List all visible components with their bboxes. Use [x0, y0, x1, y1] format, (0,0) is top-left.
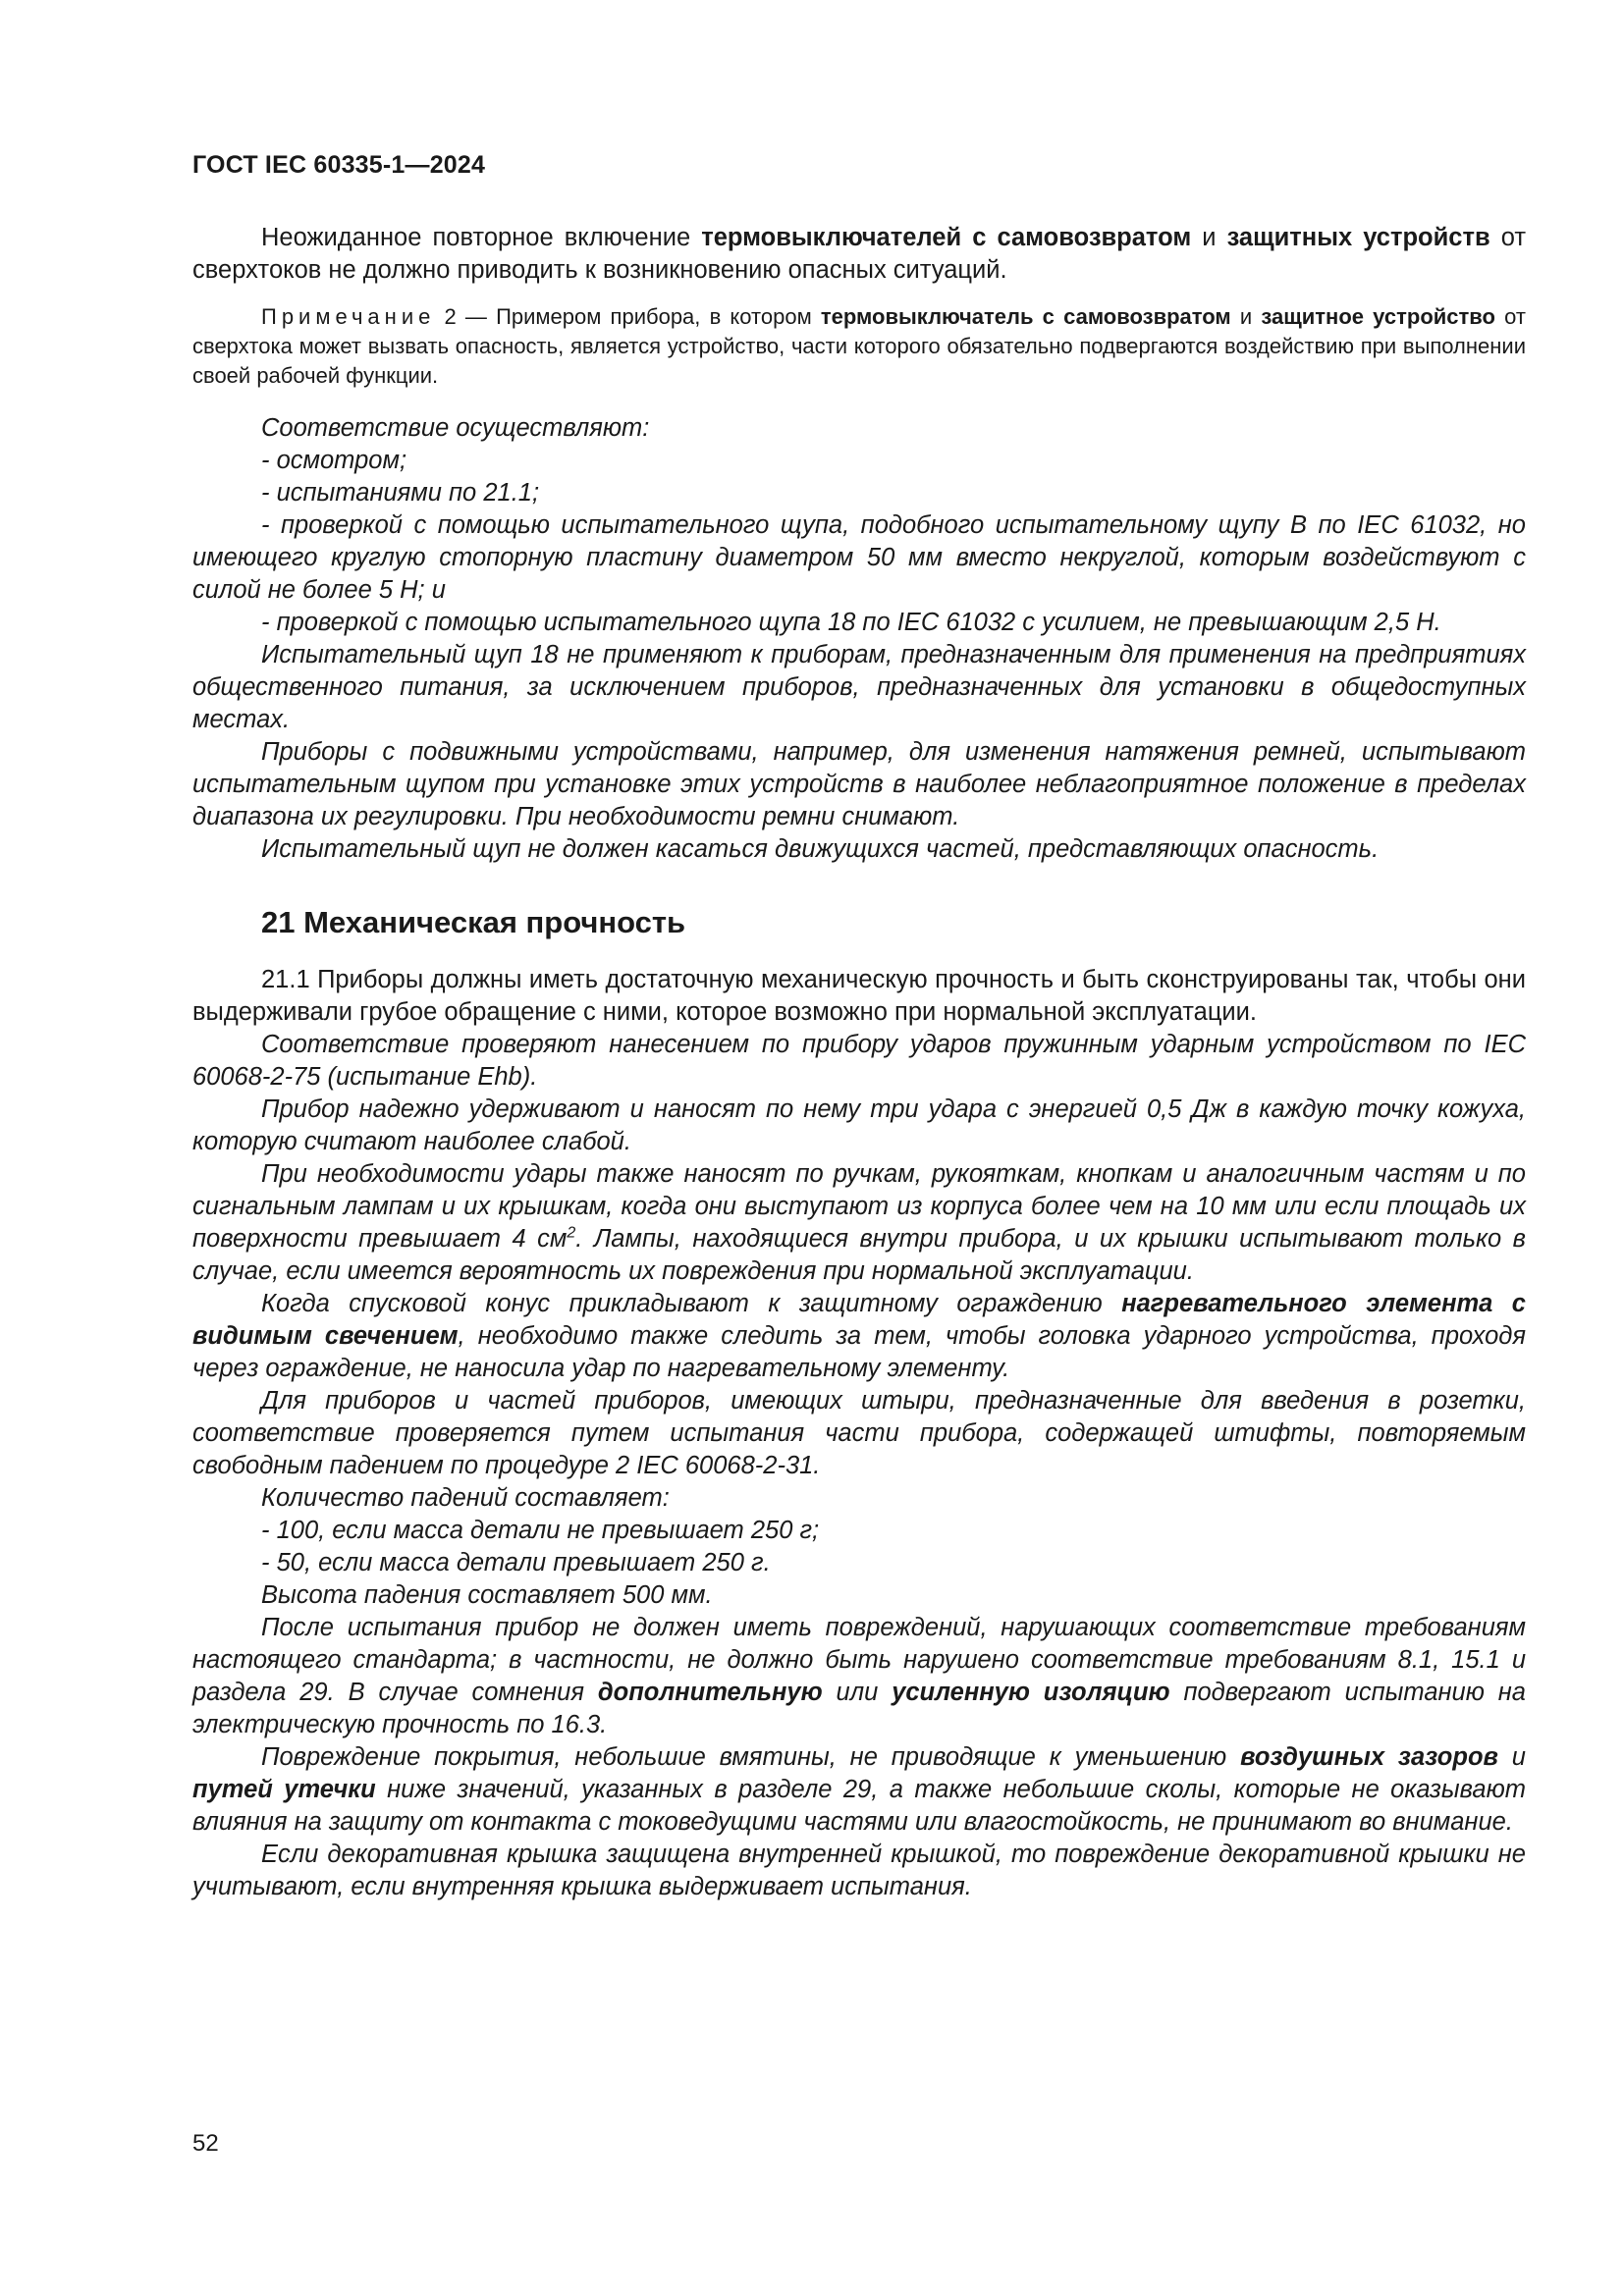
- term-bold: усиленную изоляцию: [892, 1679, 1170, 1706]
- text-run: и: [1497, 1743, 1526, 1771]
- paragraph-reset-switches: [192, 222, 1526, 287]
- note-label: Примечание: [261, 304, 436, 329]
- text-run: Когда спусковой конус прикладывают к защитному ограждению: [261, 1290, 1122, 1317]
- text-run: от сверхтоков не должно приводить к возникновению опасных ситуаций.: [192, 224, 1527, 284]
- compliance-paragraph: [192, 1612, 1526, 1741]
- text-run: . Лампы, находящиеся внутри прибора, и их крышки испытывают только в случае, если имеется вероятность их повреждения при нормальной эксплуатации.: [192, 1225, 1526, 1285]
- text-run: 2 — Примером прибора, в котором: [435, 304, 821, 329]
- document-body: [192, 222, 1526, 1903]
- compliance-paragraph: Если декоративная крышка защищена внутренней крышкой, то повреждение декоративной крышки не учитывают, если внутренняя крышка выдерживает испытания.: [192, 1841, 1526, 1900]
- compliance-paragraph: [192, 1158, 1526, 1288]
- compliance-paragraph: Испытательный щуп 18 не применяют к приборам, предназначенным для применения на предприятиях общественного питания, за исключением приборов, предназначенных для установки в общедоступных местах.: [192, 641, 1526, 733]
- text-run: При необходимости удары также наносят по ручкам, рукояткам, кнопкам и аналогичным частям и по сигнальным лампам и их крышкам, когда они выступают из корпуса более чем на 10 мм или если площадь их поверхности превышает 4 см: [192, 1160, 1526, 1253]
- term-bold: нагревательного элемента с видимым свечением: [192, 1290, 1526, 1350]
- compliance-paragraph: Испытательный щуп не должен касаться движущихся частей, представляющих опасность.: [261, 835, 1380, 863]
- compliance-item: - осмотром;: [261, 447, 407, 474]
- note-2: [192, 302, 1526, 391]
- superscript: 2: [567, 1224, 576, 1242]
- text-run: , необходимо также следить за тем, чтобы головка ударного устройства, проходя через ограждение, не наносила удар по нагревательному элементу.: [192, 1322, 1526, 1382]
- compliance-paragraph: Количество падений составляет:: [261, 1484, 670, 1512]
- text-run: и: [1230, 304, 1262, 329]
- compliance-paragraph: Для приборов и частей приборов, имеющих штыри, предназначенные для введения в розетки, соответствие проверяется путем испытания части прибора, содержащей штифты, повторяемым свободным падением по процедуре 2 IEC 60068-2-31.: [192, 1387, 1526, 1479]
- clause-21-1: 21.1 Приборы должны иметь достаточную механическую прочность и быть сконструированы так, чтобы они выдерживали грубое обращение с ними, которое возможно при нормальной эксплуатации.: [192, 966, 1526, 1026]
- compliance-item: - испытаниями по 21.1;: [261, 479, 540, 507]
- compliance-paragraph: Соответствие проверяют нанесением по прибору ударов пружинным ударным устройством по IEC 60068-2-75 (испытание Ehb).: [192, 1031, 1526, 1091]
- section-title: 21 Механическая прочность: [261, 905, 686, 939]
- text-run: и: [1191, 224, 1227, 251]
- document-header: ГОСТ IEC 60335-1—2024: [192, 151, 486, 179]
- text-run: Повреждение покрытия, небольшие вмятины, не приводящие к уменьшению: [261, 1743, 1241, 1771]
- term-bold: воздушных зазоров: [1240, 1743, 1498, 1771]
- compliance-item: - 100, если масса детали не превышает 250 г;: [261, 1517, 820, 1544]
- compliance-item: - проверкой с помощью испытательного щупа 18 по IEC 61032 с усилием, не превышающим 2,5 Н.: [261, 609, 1441, 636]
- compliance-intro: Соответствие осуществляют:: [261, 414, 650, 442]
- text-run: ниже значений, указанных в разделе 29, а также небольшие сколы, которые не оказывают влияния на защиту от контакта с токоведущими частями или влагостойкость, не принимают во внимание.: [192, 1776, 1526, 1836]
- term-bold: защитных устройств: [1226, 224, 1490, 251]
- compliance-paragraph: Приборы с подвижными устройствами, например, для изменения натяжения ремней, испытывают испытательным щупом при установке этих устройств в наиболее неблагоприятное положение в пределах диапазона их регулировки. При необходимости ремни снимают.: [192, 738, 1526, 830]
- page-number: 52: [192, 2130, 219, 2157]
- term-bold: дополнительную: [597, 1679, 823, 1706]
- term-bold: защитное устройство: [1261, 304, 1495, 329]
- compliance-item: - 50, если масса детали превышает 250 г.: [261, 1549, 771, 1576]
- text-run: от сверхтока может вызвать опасность, является устройство, части которого обязательно подвергаются воздействию при выполнении своей рабочей функции.: [192, 304, 1526, 388]
- term-bold: путей утечки: [192, 1776, 376, 1803]
- compliance-paragraph: [192, 1741, 1526, 1839]
- compliance-item: - проверкой с помощью испытательного щупа, подобного испытательному щупу В по IEC 61032, но имеющего круглую стопорную пластину диаметром 50 мм вместо некруглой, которым воздействуют с силой не более 5 Н; и: [192, 511, 1526, 604]
- term-bold: термовыключатель с самовозвратом: [820, 304, 1231, 329]
- text-run: Неожиданное повторное включение: [261, 224, 702, 251]
- compliance-paragraph: Высота падения составляет 500 мм.: [261, 1581, 713, 1609]
- text-run: После испытания прибор не должен иметь повреждений, нарушающих соответствие требованиям настоящего стандарта; в частности, не должно быть нарушено соответствие требованиям 8.1, 15.1 и раздела 29. В случае сомнения: [192, 1614, 1526, 1706]
- text-run: или: [822, 1679, 893, 1706]
- term-bold: термовыключателей с самовозвратом: [701, 224, 1192, 251]
- text-run: подвергают испытанию на электрическую прочность по 16.3.: [192, 1679, 1526, 1738]
- compliance-paragraph: [192, 1288, 1526, 1385]
- compliance-paragraph: Прибор надежно удерживают и наносят по нему три удара с энергией 0,5 Дж в каждую точку кожуха, которую считают наиболее слабой.: [192, 1095, 1526, 1155]
